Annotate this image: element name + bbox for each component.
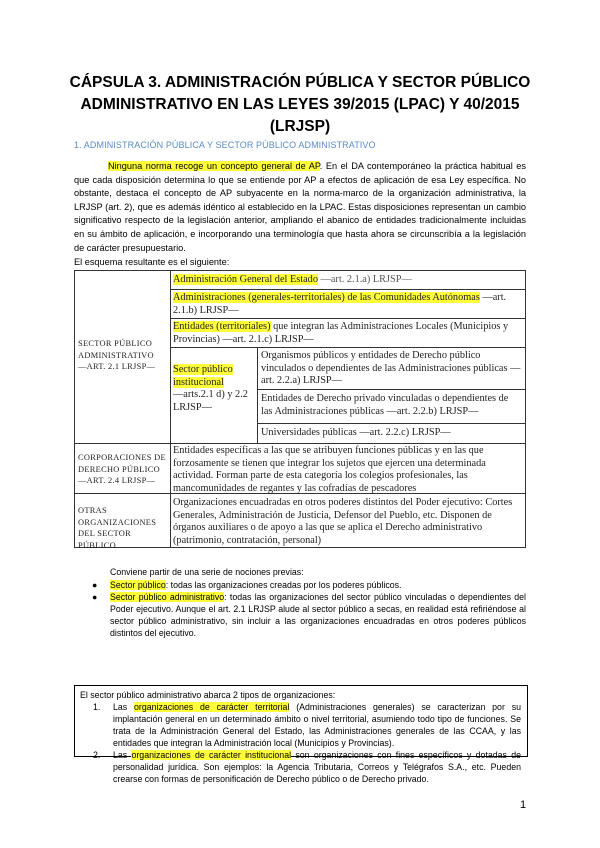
intro-highlight: Ninguna norma recoge un concepto general de AP [108, 161, 320, 171]
list-item: 2. Las organizaciones de carácter institucional son organizaciones con fines específicos y dotadas de personalidad jurídica. Son ejemplos: la Agencia Tributaria, Correos y Telégrafos S.A., etc. Pueden crearse con formas de personificación de Derecho público o de Derecho privado. [93, 750, 521, 784]
scheme-table [74, 270, 526, 550]
sector-publico-institucional: Sector público institucional —arts.2.1 d) y 2.2 LRJSP— [173, 364, 248, 413]
row-ccaa: Administraciones (generales-territoriales) de las Comunidades Autónomas —art. 2.1.b) LRJSP— [173, 292, 507, 316]
corporaciones-text: Entidades específicas a las que se atribuyen funciones públicas y en las que forzosamente se tienen que integrar los sujetos que ejercen una determinada actividad. Forman parte de esta categoría los colegios profesionales, las mancomunidades de regantes y las cofradías de pescadores [173, 445, 486, 494]
row-age: Administración General del Estado —art. 2.1.a) LRJSP— [173, 274, 412, 285]
summary-box [74, 685, 528, 784]
notions-intro: Conviene partir de una serie de nociones previas: [110, 567, 304, 577]
intro-paragraph [74, 160, 526, 255]
institucional-universidades: Universidades públicas —art. 2.2.c) LRJSP— [261, 427, 451, 438]
bullet-icon: ● [92, 580, 98, 590]
institucional-entidades-privado: Entidades de Derecho privado vinculadas o dependientes de las Administraciones públicas —art. 2.2.b) LRJSP— [261, 393, 509, 417]
intro-text: . En el DA contemporáneo la práctica habitual es que cada disposición determina lo que se entiende por AP a efectos de aplicación de esa Ley específica. No obstante, destaca el concepto de AP subyacente en la norma-marco de la organización administrativa, la LRJSP (art. 2), que es además idéntico al establecido en la LPAC. Estas disposiciones representan un cambio significativo respecto de la legislación anterior, ampliando el abanico de entidades tradicionalmente incluidas en su ámbito de aplicación, e incorporando una terminología que hasta ahora se circunscribía a la legislación de carácter presupuestario. [74, 161, 527, 253]
page-number: 1 [520, 799, 527, 811]
bullet-icon: ● [92, 592, 98, 602]
summary-box-heading: El sector público administrativo abarca 2 tipos de organizaciones: [80, 690, 336, 700]
sector-publico-administrativo-label: SECTOR PÚBLICO ADMINISTRATIVO —ART. 2.1 LRJSP— [78, 339, 156, 371]
summary-box-list [93, 701, 521, 785]
title-line-2: ADMINISTRATIVO EN LAS LEYES 39/2015 (LPAC) Y 40/2015 [80, 96, 520, 113]
list-item: 1. Las organizaciones de carácter territorial (Administraciones generales) se caracterizan por su implantación general en un determinado ámbito o nivel territorial, asumiendo todo tipo de funciones. Se trata de la Administración General del Estado, las Administraciones generales de las CCAA, y las entidades que integran la Administración local (Municipios y Provincias). [93, 702, 521, 748]
row-local: Entidades (territoriales) que integran las Administraciones Locales (Municipios y Provincias) —art. 2.1.c) LRJSP— [173, 321, 509, 345]
title-line-1: CÁPSULA 3. ADMINISTRACIÓN PÚBLICA Y SECTOR PÚBLICO [69, 74, 531, 91]
notions-list [92, 579, 527, 639]
scheme-intro: El esquema resultante es el siguiente: [74, 257, 230, 267]
section-heading: 1. ADMINISTRACIÓN PÚBLICA Y SECTOR PÚBLICO ADMINISTRATIVO [74, 140, 376, 150]
title-line-3: (LRJSP) [269, 118, 331, 135]
list-item: ● Sector público administrativo: todas las organizaciones del sector público vinculadas o dependientes del Poder ejecutivo. Aunque el art. 2.1 LRJSP alude al sector público a secas, en realidad está refiriéndose al sector público administrativo, sin incluir a las organizaciones encuadradas en otros poderes públicos distintos del ejecutivo. [92, 592, 527, 638]
otras-organizaciones-text: Organizaciones encuadradas en otros poderes distintos del Poder ejecutivo: Cortes Generales, Administración de Justicia, Defensor del Pueblo, etc. Disponen de órganos auxiliares o de apoyo a las que se aplica el Derecho administrativo (patrimonio, contratación, personal) [173, 497, 513, 546]
list-item: ● Sector público: todas las organizaciones creadas por los poderes públicos. [92, 580, 402, 590]
corporaciones-label: CORPORACIONES DE DERECHO PÚBLICO —ART. 2.4 LRJSP— [78, 453, 166, 485]
institucional-organismos: Organismos públicos y entidades de Derecho público vinculados o dependientes de las Administraciones públicas —art. 2.2.a) LRJSP— [261, 350, 521, 386]
otras-organizaciones-label: OTRAS ORGANIZACIONES DEL SECTOR PÚBLICO [78, 506, 157, 550]
page-title [60, 72, 540, 138]
